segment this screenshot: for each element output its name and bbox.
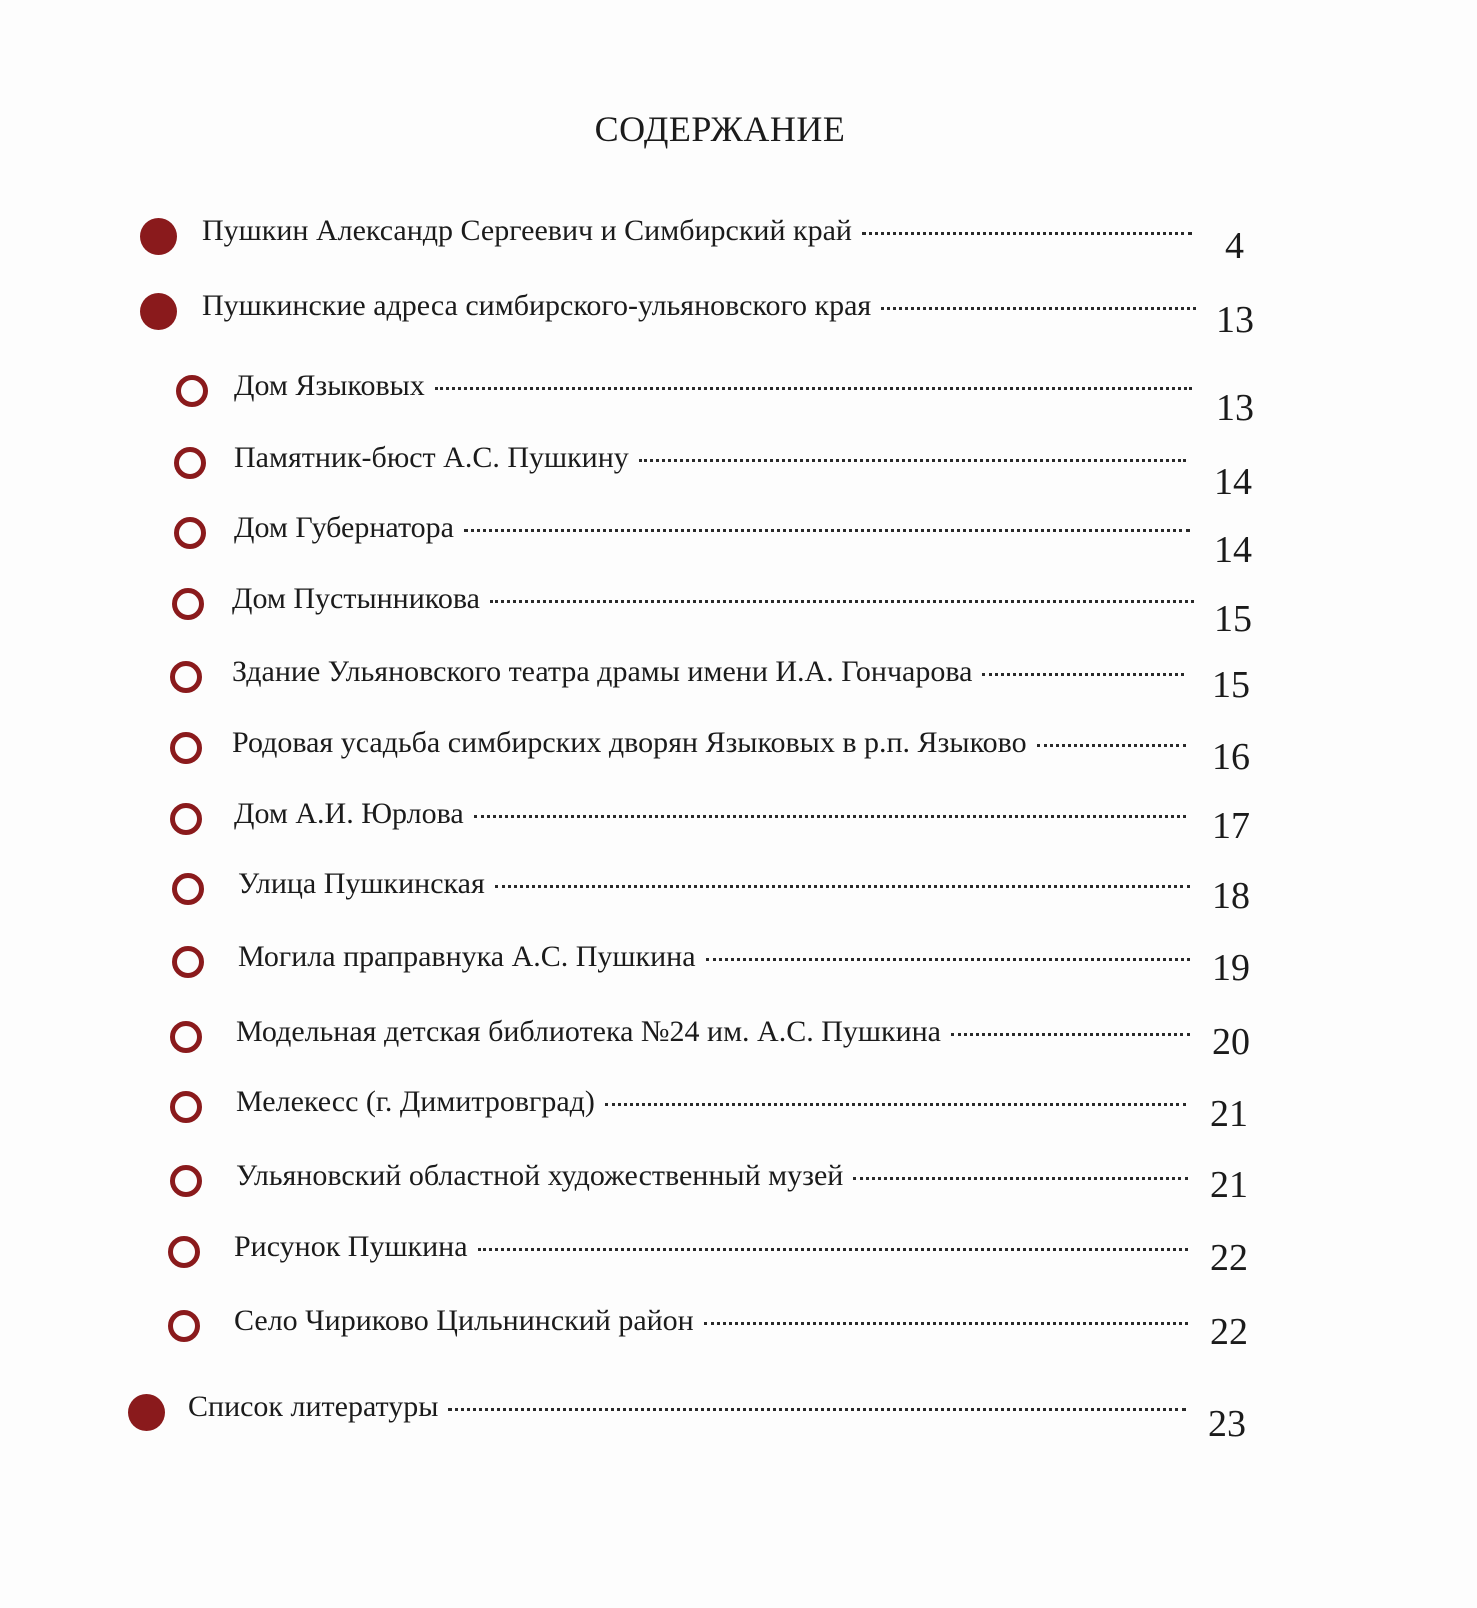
toc-entry-page-number: 20 xyxy=(1212,1021,1250,1063)
dotted-leader xyxy=(495,885,1190,888)
toc-entry-label: Пушкинские адреса симбирского-ульяновского края xyxy=(202,289,872,322)
dotted-leader xyxy=(474,815,1186,818)
toc-entry-label: Дом Губернатора xyxy=(234,511,454,544)
ring-bullet-icon xyxy=(172,588,204,620)
ring-bullet-icon xyxy=(174,447,206,479)
ring-bullet-icon xyxy=(170,732,202,764)
dotted-leader xyxy=(951,1033,1190,1036)
dotted-leader xyxy=(706,958,1190,961)
toc-entry-label: Дом Пустынникова xyxy=(232,582,480,615)
toc-entry-line xyxy=(234,441,1186,475)
dotted-leader xyxy=(435,387,1192,390)
toc-entry-line xyxy=(232,726,1186,760)
toc-entry-line xyxy=(238,867,1190,901)
dotted-leader xyxy=(881,307,1196,310)
dotted-leader xyxy=(490,600,1194,603)
toc-entry-page-number: 17 xyxy=(1212,805,1250,847)
toc-entry-page-number: 18 xyxy=(1212,875,1250,917)
dotted-leader xyxy=(982,673,1184,676)
filled-bullet-icon xyxy=(128,1394,165,1431)
toc-entry-page-number: 22 xyxy=(1210,1311,1248,1353)
filled-bullet-icon xyxy=(140,218,177,255)
toc-entry-page-number: 21 xyxy=(1210,1093,1248,1135)
toc-entry-line xyxy=(232,655,1184,689)
dotted-leader xyxy=(704,1322,1188,1325)
toc-entry-page-number: 23 xyxy=(1208,1403,1246,1445)
toc-entry-page-number: 4 xyxy=(1225,225,1244,267)
toc-entry-page-number: 19 xyxy=(1212,947,1250,989)
toc-entry-page-number: 15 xyxy=(1214,598,1252,640)
toc-entry-line xyxy=(188,1390,1186,1424)
dotted-leader xyxy=(478,1248,1188,1251)
toc-entry-label: Рисунок Пушкина xyxy=(234,1230,468,1263)
toc-entry-page-number: 14 xyxy=(1214,529,1252,571)
toc-entry-label: Дом А.И. Юрлова xyxy=(234,797,464,830)
toc-entry-line xyxy=(234,797,1186,831)
toc-entry-page-number: 13 xyxy=(1216,387,1254,429)
toc-entry-label: Мелекесс (г. Димитровград) xyxy=(236,1085,595,1118)
dotted-leader xyxy=(448,1408,1186,1411)
filled-bullet-icon xyxy=(140,293,177,330)
toc-entry-page-number: 22 xyxy=(1210,1237,1248,1279)
toc-entry-line xyxy=(236,1015,1190,1049)
page-title: СОДЕРЖАНИЕ xyxy=(594,109,846,149)
toc-entry-line xyxy=(238,940,1190,974)
dotted-leader xyxy=(464,529,1190,532)
toc-entry-label: Пушкин Александр Сергеевич и Симбирский край xyxy=(202,214,852,247)
toc-entry-line xyxy=(236,1085,1186,1119)
toc-entry-line xyxy=(232,582,1194,616)
toc-entry-label: Могила праправнука А.С. Пушкина xyxy=(238,940,696,973)
toc-entry-label: Модельная детская библиотека №24 им. А.С. Пушкина xyxy=(236,1015,941,1048)
ring-bullet-icon xyxy=(172,946,204,978)
toc-entry-line xyxy=(236,1159,1188,1193)
dotted-leader xyxy=(1037,744,1186,747)
toc-entry-label: Здание Ульяновского театра драмы имени И.А. Гончарова xyxy=(232,655,973,688)
toc-entry-label: Улица Пушкинская xyxy=(238,867,485,900)
toc-entry-line xyxy=(234,511,1190,545)
dotted-leader xyxy=(862,232,1192,235)
toc-entry-label: Памятник-бюст А.С. Пушкину xyxy=(234,441,629,474)
dotted-leader xyxy=(639,459,1186,462)
toc-entry-line xyxy=(234,1230,1188,1264)
toc-entry-page-number: 16 xyxy=(1212,736,1250,778)
ring-bullet-icon xyxy=(172,873,204,905)
ring-bullet-icon xyxy=(170,1021,202,1053)
toc-entry-line xyxy=(202,289,1196,323)
toc-entry-label: Дом Языковых xyxy=(234,369,425,402)
ring-bullet-icon xyxy=(170,1091,202,1123)
dotted-leader xyxy=(853,1177,1188,1180)
ring-bullet-icon xyxy=(168,1236,200,1268)
ring-bullet-icon xyxy=(168,1310,200,1342)
toc-entry-page-number: 21 xyxy=(1210,1164,1248,1206)
toc-entry-label: Список литературы xyxy=(188,1390,439,1423)
ring-bullet-icon xyxy=(176,375,208,407)
ring-bullet-icon xyxy=(170,1165,202,1197)
toc-entry-line xyxy=(234,369,1192,403)
toc-entry-label: Село Чириково Цильнинский район xyxy=(234,1304,694,1337)
ring-bullet-icon xyxy=(170,803,202,835)
dotted-leader xyxy=(605,1103,1186,1106)
toc-entry-page-number: 15 xyxy=(1212,664,1250,706)
ring-bullet-icon xyxy=(170,661,202,693)
toc-entry-line xyxy=(234,1304,1188,1338)
toc-entry-page-number: 14 xyxy=(1214,461,1252,503)
toc-entry-page-number: 13 xyxy=(1216,299,1254,341)
toc-entry-line xyxy=(202,214,1192,248)
toc-entry-label: Ульяновский областной художественный музей xyxy=(236,1159,844,1192)
toc-entry-label: Родовая усадьба симбирских дворян Языковых в р.п. Языково xyxy=(232,726,1027,759)
ring-bullet-icon xyxy=(174,517,206,549)
